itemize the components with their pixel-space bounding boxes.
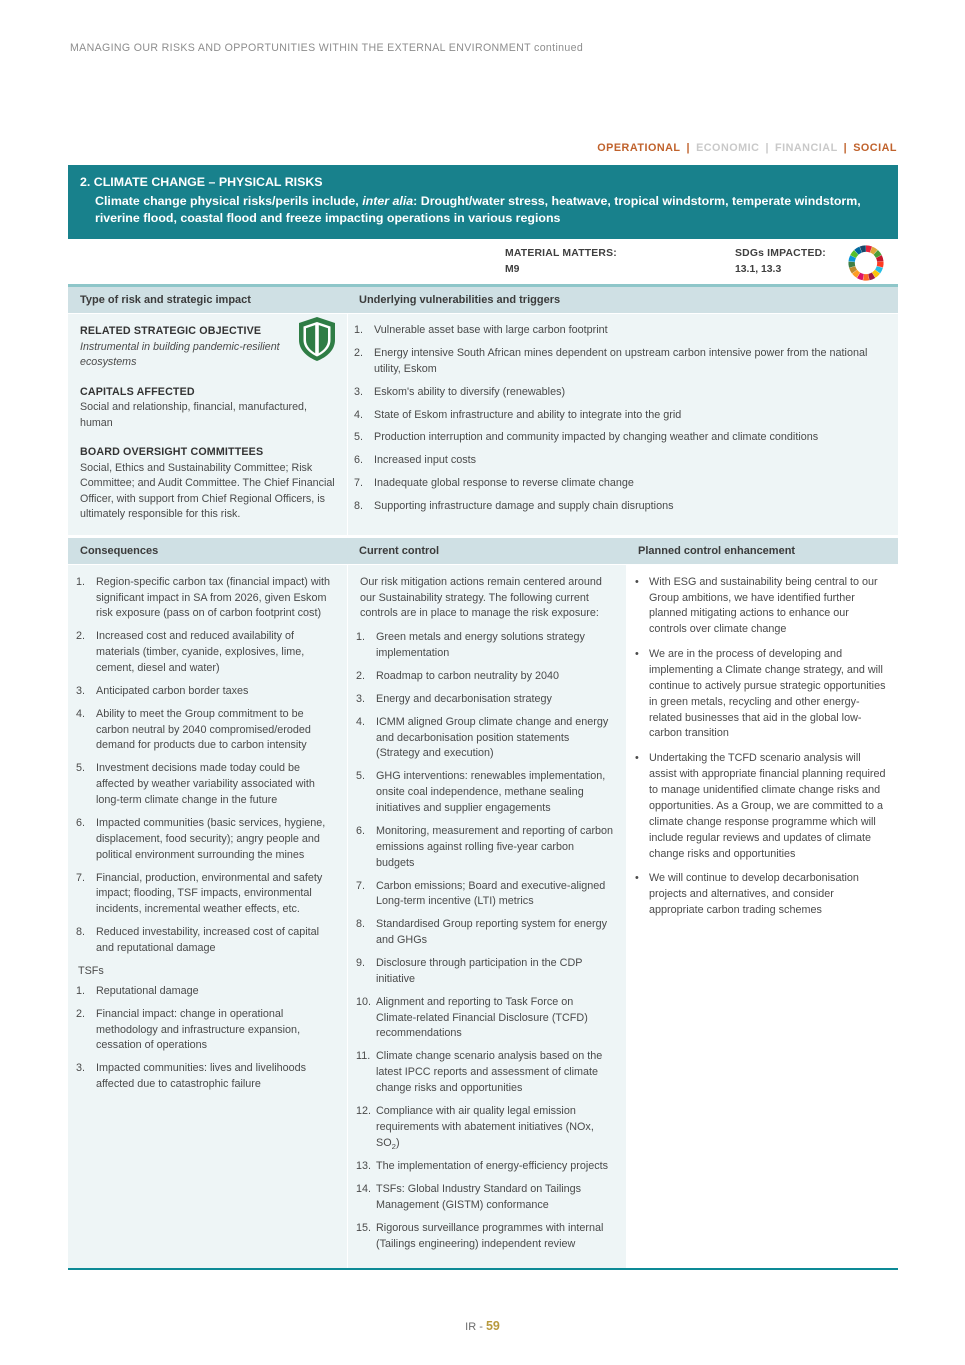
list-index: 2. bbox=[76, 630, 86, 643]
risk-number-title: 2. CLIMATE CHANGE – PHYSICAL RISKS bbox=[80, 175, 323, 189]
upper-column-headers bbox=[68, 287, 898, 314]
list-item bbox=[356, 1049, 614, 1097]
page-footer bbox=[0, 1319, 965, 1333]
list-text: Ability to meet the Group commitment to be carbon neutral by 2040 compromised/eroded demand for products due to carbon intensity bbox=[96, 707, 311, 752]
upper-body-row bbox=[68, 314, 898, 538]
list-text: Impacted communities: lives and livelihoods affected due to catastrophic failure bbox=[96, 1062, 307, 1091]
current-control-intro: Our risk mitigation actions remain centered around our Sustainability strategy. The following current controls are in place to manage the risk exposure: bbox=[360, 575, 602, 620]
list-text: State of Eskom infrastructure and ability to integrate into the grid bbox=[374, 408, 682, 421]
category-financial: FINANCIAL bbox=[774, 142, 838, 154]
bullet-icon: • bbox=[635, 872, 639, 885]
capitals-affected-text: Social and relationship, financial, manufactured, human bbox=[80, 401, 307, 429]
list-text: Carbon emissions; Board and executive-aligned Long-term incentive (LTI) metrics bbox=[376, 879, 606, 908]
header-underlying-vulnerabilities: Underlying vulnerabilities and triggers bbox=[359, 294, 561, 307]
list-index: 5. bbox=[76, 762, 86, 775]
list-index: 5. bbox=[354, 431, 364, 444]
category-operational: OPERATIONAL bbox=[597, 142, 681, 154]
list-item bbox=[354, 346, 884, 378]
shield-icon bbox=[297, 316, 337, 362]
list-text: Increased input costs bbox=[374, 454, 477, 467]
list-item bbox=[76, 925, 335, 957]
list-index: 6. bbox=[76, 816, 86, 829]
lower-column-headers bbox=[68, 538, 898, 565]
list-item bbox=[356, 917, 614, 949]
header-planned-control-enhancement: Planned control enhancement bbox=[638, 544, 796, 557]
board-oversight-block bbox=[80, 445, 335, 523]
list-item bbox=[356, 715, 614, 763]
list-text: Energy and decarbonisation strategy bbox=[376, 692, 552, 705]
capitals-affected-label: CAPITALS AFFECTED bbox=[80, 385, 195, 398]
category-separator: | bbox=[765, 142, 769, 154]
list-index: 1. bbox=[76, 575, 86, 588]
list-item bbox=[356, 1182, 614, 1214]
list-item bbox=[356, 1104, 614, 1152]
list-item bbox=[356, 669, 614, 685]
list-index: 3. bbox=[356, 692, 366, 705]
list-text: Undertaking the TCFD scenario analysis will assist with appropriate financial planning required to manage unidentified climate change risks and opportunities. As a Group, we are committed to a climate change response programme which will include regular reviews and updates of climate change risks and opportunities bbox=[649, 752, 886, 860]
list-item bbox=[354, 476, 884, 492]
list-index: 2. bbox=[354, 346, 364, 359]
risk-table bbox=[68, 165, 898, 1270]
strategic-objective-label: RELATED STRATEGIC OBJECTIVE bbox=[80, 325, 262, 338]
list-item bbox=[635, 575, 886, 638]
list-item bbox=[635, 647, 886, 742]
material-matters-block bbox=[505, 246, 735, 278]
list-text: Region-specific carbon tax (financial impact) with significant impact in SA from 2026, given Eskom risk exposure (pass on of carbon footprint cost) bbox=[96, 575, 331, 620]
list-text: Inadequate global response to reverse climate change bbox=[374, 477, 634, 490]
header-type-of-risk: Type of risk and strategic impact bbox=[80, 294, 251, 307]
list-index: 12. bbox=[356, 1104, 372, 1117]
list-text: Rigorous surveillance programmes with internal (Tailings engineering) independent review bbox=[376, 1221, 604, 1250]
list-text: Green metals and energy solutions strategy implementation bbox=[376, 631, 585, 660]
list-item bbox=[356, 824, 614, 872]
list-item bbox=[76, 1007, 335, 1055]
risk-subtitle bbox=[80, 193, 886, 228]
category-strip bbox=[597, 142, 897, 154]
sdg-label: SDGs IMPACTED: bbox=[735, 247, 826, 259]
list-text: With ESG and sustainability being central to our Group ambitions, we have identified further planned mitigating actions to enhance our controls over climate change bbox=[649, 575, 878, 636]
list-index: 9. bbox=[356, 956, 366, 969]
bullet-icon: • bbox=[635, 575, 639, 588]
sdg-value: 13.1, 13.3 bbox=[735, 263, 782, 275]
list-item bbox=[76, 575, 335, 623]
list-index: 2. bbox=[76, 1007, 86, 1020]
list-text: We are in the process of developing and implementing a Climate change strategy, and will continue to actively pursue strategic opportunities in green metals, recycling and other energy-related businesses that aid in the global low-carbon transition bbox=[649, 648, 886, 740]
list-text: Anticipated carbon border taxes bbox=[96, 684, 249, 697]
list-text: Supporting infrastructure damage and supply chain disruptions bbox=[374, 499, 674, 512]
list-text: Production interruption and community impacted by changing weather and climate conditions bbox=[374, 431, 819, 444]
board-oversight-text: Social, Ethics and Sustainability Committee; Risk Committee; and Audit Committee. The Chief Financial Officer, with support from Chief Regional Officers, is ultimately responsible for this risk. bbox=[80, 461, 335, 521]
list-index: 10. bbox=[356, 995, 372, 1008]
list-item bbox=[76, 816, 335, 864]
category-economic: ECONOMIC bbox=[696, 142, 760, 154]
list-item bbox=[354, 408, 884, 424]
list-text: Vulnerable asset base with large carbon footprint bbox=[374, 324, 608, 337]
list-text: Alignment and reporting to Task Force on Climate-related Financial Disclosure (TCFD) recommendations bbox=[376, 995, 588, 1040]
risk-subtitle-after: : Drought/water stress, heatwave, tropical windstorm, temperate windstorm, riverine flood, coastal flood and freeze impacting operations in various regions bbox=[95, 193, 861, 226]
list-text: Increased cost and reduced availability of materials (timber, cyanide, explosives, lime, cement, diesel and water) bbox=[96, 630, 305, 675]
bullet-icon: • bbox=[635, 752, 639, 765]
list-index: 4. bbox=[356, 715, 366, 728]
list-item bbox=[356, 630, 614, 662]
list-index: 3. bbox=[354, 385, 364, 398]
list-index: 14. bbox=[356, 1182, 372, 1195]
list-index: 6. bbox=[354, 454, 364, 467]
list-item bbox=[356, 769, 614, 817]
list-item bbox=[356, 692, 614, 708]
list-index: 2. bbox=[356, 670, 366, 683]
list-text: Impacted communities (basic services, hygiene, displacement, food security); angry people and political environment surrounding the mines bbox=[96, 816, 326, 861]
list-item bbox=[356, 1221, 614, 1253]
footer-page-number: 59 bbox=[485, 1319, 500, 1333]
material-matters-band bbox=[68, 239, 898, 287]
cell-consequences bbox=[68, 565, 347, 1269]
sdg-wheel-icon bbox=[846, 243, 886, 283]
list-index: 8. bbox=[354, 499, 364, 512]
current-controls-list bbox=[356, 630, 614, 1252]
list-index: 13. bbox=[356, 1160, 372, 1173]
consequences-list bbox=[76, 575, 335, 957]
list-text: Disclosure through participation in the CDP initiative bbox=[376, 956, 583, 985]
list-item bbox=[635, 751, 886, 862]
consequences-tsf-list bbox=[76, 984, 335, 1093]
list-index: 15. bbox=[356, 1221, 372, 1234]
list-index: 1. bbox=[354, 324, 364, 337]
bullet-icon: • bbox=[635, 648, 639, 661]
list-text: The implementation of energy-efficiency projects bbox=[376, 1160, 609, 1173]
list-index: 7. bbox=[76, 871, 86, 884]
list-text: Energy intensive South African mines dependent on upstream carbon intensive power from the national utility, Eskom bbox=[374, 346, 868, 375]
list-text: TSFs: Global Industry Standard on Tailings Management (GISTM) conformance bbox=[376, 1182, 582, 1211]
list-item bbox=[76, 984, 335, 1000]
list-item bbox=[356, 956, 614, 988]
list-item bbox=[356, 1159, 614, 1175]
list-item bbox=[76, 1061, 335, 1093]
list-text: Financial impact: change in operational methodology and infrastructure expansion, cessation of operations bbox=[96, 1007, 301, 1052]
list-item bbox=[354, 385, 884, 401]
risk-subtitle-italic: inter alia bbox=[362, 193, 414, 208]
list-index: 4. bbox=[76, 707, 86, 720]
header-consequences: Consequences bbox=[80, 544, 159, 557]
strategic-objective-text: Instrumental in building pandemic-resilient ecosystems bbox=[80, 340, 280, 369]
category-separator: | bbox=[843, 142, 848, 154]
cell-planned-enhancement bbox=[626, 565, 898, 1269]
list-item bbox=[354, 323, 884, 339]
category-social: SOCIAL bbox=[853, 142, 897, 154]
list-text: ICMM aligned Group climate change and energy and decarbonisation position statements (Strategy and execution) bbox=[376, 715, 609, 760]
list-index: 8. bbox=[356, 918, 366, 931]
list-text-so2: Compliance with air quality legal emission requirements with abatement initiatives (NOx, $SO_2$) bbox=[376, 1104, 594, 1151]
list-item bbox=[76, 707, 335, 755]
lower-body-row bbox=[68, 565, 898, 1269]
list-index: 4. bbox=[354, 408, 364, 421]
running-header: MANAGING OUR RISKS AND OPPORTUNITIES WITHIN THE EXTERNAL ENVIRONMENT continued bbox=[70, 42, 584, 54]
list-index: 7. bbox=[356, 879, 366, 892]
list-item bbox=[354, 499, 884, 515]
list-text: Roadmap to carbon neutrality by 2040 bbox=[376, 670, 560, 683]
list-item bbox=[76, 871, 335, 919]
list-text: Reduced investability, increased cost of capital and reputational damage bbox=[96, 926, 320, 954]
capitals-affected-block bbox=[80, 385, 335, 432]
material-matters-value: M9 bbox=[505, 263, 520, 275]
risk-subtitle-before: Climate change physical risks/perils include, bbox=[95, 193, 363, 208]
list-index: 8. bbox=[76, 926, 86, 939]
list-text: Investment decisions made today could be affected by weather variability associated with long-term climate change in the future bbox=[96, 762, 315, 807]
list-text: Financial, production, environmental and safety impact; flooding, TSF impacts, environmental incidents, incremental weather effects, etc. bbox=[96, 871, 323, 916]
list-text: Monitoring, measurement and reporting of carbon emissions against rolling five-year carbon budgets bbox=[376, 824, 614, 869]
list-index: 11. bbox=[356, 1050, 371, 1063]
list-item bbox=[76, 629, 335, 677]
cell-current-control bbox=[347, 565, 626, 1269]
list-item bbox=[356, 995, 614, 1043]
list-item bbox=[354, 453, 884, 469]
list-item bbox=[76, 684, 335, 700]
tsf-subheading: TSFs bbox=[78, 964, 104, 977]
list-text: Eskom's ability to diversify (renewables) bbox=[374, 385, 566, 398]
list-index: 3. bbox=[76, 1062, 86, 1075]
list-text: GHG interventions: renewables implementation, onsite coal independence, methane sealing initiatives and supplier engagements bbox=[376, 770, 606, 815]
risk-title-band bbox=[68, 165, 898, 239]
footer-prefix: IR - bbox=[465, 1321, 483, 1333]
list-index: 3. bbox=[76, 684, 86, 697]
list-text: Standardised Group reporting system for energy and GHGs bbox=[376, 918, 608, 947]
list-index: 5. bbox=[356, 770, 366, 783]
list-item bbox=[356, 879, 614, 911]
planned-enhancements-list bbox=[635, 575, 886, 919]
vulnerabilities-list bbox=[354, 323, 884, 515]
list-index: 6. bbox=[356, 824, 366, 837]
list-text: Reputational damage bbox=[96, 984, 199, 997]
board-oversight-label: BOARD OVERSIGHT COMMITTEES bbox=[80, 446, 264, 459]
list-index: 1. bbox=[356, 631, 366, 644]
list-item bbox=[354, 430, 884, 446]
cell-strategic-impact bbox=[68, 314, 347, 535]
list-item bbox=[635, 871, 886, 919]
list-text: Climate change scenario analysis based on the latest IPCC reports and assessment of climate change risks and opportunities bbox=[376, 1050, 603, 1094]
cell-vulnerabilities bbox=[347, 314, 898, 535]
header-current-control: Current control bbox=[359, 544, 440, 557]
material-matters-label: MATERIAL MATTERS: bbox=[505, 247, 617, 259]
category-separator: | bbox=[686, 142, 691, 154]
list-text: We will continue to develop decarbonisation projects and alternatives, and consider appropriate carbon trading schemes bbox=[649, 872, 859, 917]
list-index: 1. bbox=[76, 984, 86, 997]
list-index: 7. bbox=[354, 477, 364, 490]
list-item bbox=[76, 761, 335, 809]
